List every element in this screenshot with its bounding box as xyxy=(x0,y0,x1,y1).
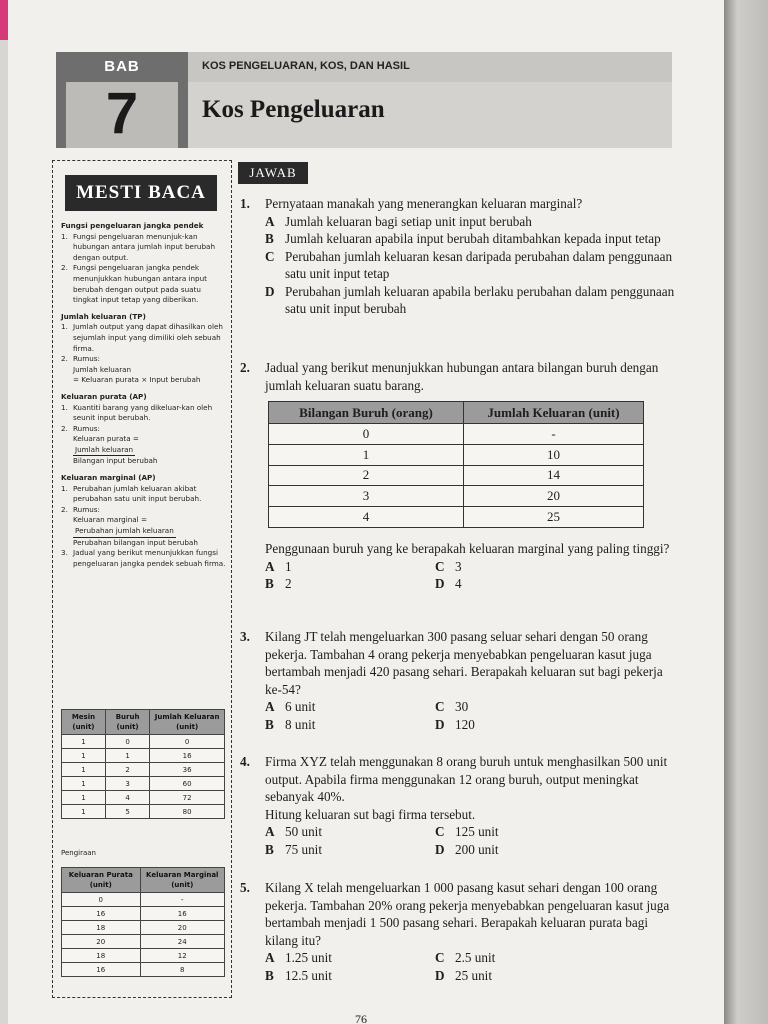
table-cell: 16 xyxy=(62,963,141,977)
calculation-label: Pengiraan xyxy=(61,849,96,857)
table-cell: 2 xyxy=(105,763,149,777)
formula-line: Jumlah keluaran xyxy=(73,364,132,374)
note-item: Jumlah output yang dapat dihasilkan oleh sejumlah input yang dimiliki oleh sebuah firma. xyxy=(73,322,223,353)
option-b: Jumlah keluaran apabila input berubah ditambahkan kepada input tetap xyxy=(285,231,661,246)
question-number: 3. xyxy=(240,629,250,644)
question-text: Kilang X telah mengeluarkan 1 000 pasang kasut sehari dengan 100 orang pekerja. Tambahan 20% orang pekerja menyebabkan pengeluaran kasut juga bertambah menjadi 1 500 pasang sehari. Berapakah keluaran purata bagi kilang itu? xyxy=(265,880,670,948)
option-a: 1 xyxy=(285,558,292,574)
table-cell: 1 xyxy=(62,749,106,763)
option-b: 8 unit xyxy=(285,716,316,732)
section-title: Jumlah keluaran (TP) xyxy=(61,311,146,321)
table-cell: 20 xyxy=(464,486,644,507)
table-header: Mesin (unit) xyxy=(62,710,106,735)
table-row xyxy=(62,893,225,907)
table-row xyxy=(62,921,225,935)
note-item: Rumus: xyxy=(73,504,100,514)
table-header: Buruh (unit) xyxy=(105,710,149,735)
table-cell: 18 xyxy=(62,949,141,963)
question-text: Penggunaan buruh yang ke berapakah keluaran marginal yang paling tinggi? xyxy=(265,541,670,556)
table-cell: 1 xyxy=(62,791,106,805)
table-cell: - xyxy=(464,424,644,445)
option-d: 25 unit xyxy=(455,967,492,983)
note-item: Jadual yang berikut menunjukkan fungsi pengeluaran jangka pendek sebuah firma. xyxy=(73,548,226,568)
chapter-header xyxy=(56,52,672,148)
table-cell: 24 xyxy=(140,935,224,949)
table-cell: 0 xyxy=(62,893,141,907)
table-cell: 12 xyxy=(140,949,224,963)
question-3: 3. Kilang JT telah mengeluarkan 300 pasang seluar sehari dengan 50 orang pekerja. Tambahan 4 orang pekerja menyebabkan pengeluaran kasut juga bertambah menjadi 420 pasang sehari. Berapakah keluaran sut bagi pekerja ke-54? A 6 unit C 30 B 8 unit D 120 xyxy=(240,628,680,733)
table-row xyxy=(269,465,644,486)
question-text: Jadual yang berikut menunjukkan hubungan antara bilangan buruh dengan jumlah keluaran suatu barang. xyxy=(265,360,659,393)
table-cell: 3 xyxy=(105,777,149,791)
formula-line: = Keluaran purata × Input berubah xyxy=(73,375,201,385)
option-b: 12.5 unit xyxy=(285,967,332,983)
table-cell: 18 xyxy=(62,921,141,935)
mesti-baca-sidebar xyxy=(52,160,232,998)
option-c: Perubahan jumlah keluaran kesan daripada perubahan dalam penggunaan satu unit input tetap xyxy=(285,248,673,281)
question-number: 1. xyxy=(240,196,250,211)
table-header: Keluaran Marginal (unit) xyxy=(140,868,224,893)
fraction-denominator: Perubahan bilangan input berubah xyxy=(73,537,198,547)
table-row xyxy=(62,907,225,921)
note-item: Perubahan jumlah keluaran akibat perubahan satu unit input berubah. xyxy=(73,483,202,504)
section-title: Keluaran purata (AP) xyxy=(61,391,147,401)
note-item: Rumus: xyxy=(73,423,100,433)
question-number: 2. xyxy=(240,360,250,375)
jawab-label: JAWAB xyxy=(238,162,308,184)
table-row xyxy=(269,507,644,528)
production-table xyxy=(61,709,225,819)
option-d: 4 xyxy=(455,576,462,591)
option-c: 125 unit xyxy=(455,824,499,839)
formula-line: Keluaran marginal = xyxy=(73,515,147,525)
calculation-table xyxy=(61,867,225,977)
table-cell: 8 xyxy=(140,963,224,977)
table-cell: 3 xyxy=(269,486,464,507)
table-cell: 80 xyxy=(150,805,225,819)
question-text: Pernyataan manakah yang menerangkan keluaran marginal? xyxy=(265,196,583,211)
question-1: 1. Pernyataan manakah yang menerangkan keluaran marginal? A Jumlah keluaran bagi setiap unit input berubah B Jumlah keluaran apabila input berubah ditambahkan kepada input tetap C Perubahan jumlah keluaran kesan daripada perubahan dalam penggunaan satu unit input tetap D Perubahan jumlah keluaran apabila berlaku perubahan dalam penggunaan satu unit input berubah xyxy=(240,195,680,318)
table-row xyxy=(62,935,225,949)
table-row xyxy=(62,791,225,805)
option-d: 120 xyxy=(455,716,475,732)
page-edge-mark xyxy=(0,0,8,40)
option-d: 200 unit xyxy=(455,841,499,857)
table-cell: 0 xyxy=(105,735,149,749)
question-text-2: Hitung keluaran sut bagi firma tersebut. xyxy=(265,806,476,822)
table-cell: 2 xyxy=(269,465,464,486)
section-title: Keluaran marginal (AP) xyxy=(61,473,156,483)
fraction-numerator: Perubahan jumlah keluaran xyxy=(73,526,176,538)
question-2-prompt: Penggunaan buruh yang ke berapakah keluaran marginal yang paling tinggi? A 1 C 3 B 2 D 4 xyxy=(240,540,680,593)
table-cell: 1 xyxy=(62,735,106,749)
table-cell: 1 xyxy=(62,777,106,791)
labour-output-table xyxy=(268,401,644,528)
table-cell: 16 xyxy=(150,749,225,763)
table-header: Jumlah Keluaran (unit) xyxy=(464,402,644,424)
question-5: 5. Kilang X telah mengeluarkan 1 000 pasang kasut sehari dengan 100 orang pekerja. Tambahan 20% orang pekerja menyebabkan pengeluaran kasut juga bertambah menjadi 1 500 pasang sehari. Berapakah keluaran purata bagi kilang itu? A 1.25 unit C 2.5 unit B 12.5 unit D 25 unit xyxy=(240,879,680,984)
option-d: Perubahan jumlah keluaran apabila berlaku perubahan dalam penggunaan satu unit input berubah xyxy=(285,283,675,316)
table-cell: - xyxy=(140,893,224,907)
chapter-title: Kos Pengeluaran xyxy=(202,96,385,123)
table-cell: 4 xyxy=(269,507,464,528)
table-cell: 60 xyxy=(150,777,225,791)
chapter-subtitle: KOS PENGELUARAN, KOS, DAN HASIL xyxy=(202,60,410,72)
formula-fraction xyxy=(61,445,227,467)
table-row xyxy=(269,424,644,445)
table-row xyxy=(62,763,225,777)
option-b: 2 xyxy=(285,576,292,591)
question-number: 4. xyxy=(240,754,250,769)
table-cell: 16 xyxy=(140,907,224,921)
page-number: 76 xyxy=(355,1012,367,1024)
fraction-denominator: Bilangan input berubah xyxy=(73,456,158,466)
table-cell: 1 xyxy=(105,749,149,763)
option-c: 30 xyxy=(455,699,469,714)
question-number: 5. xyxy=(240,880,250,895)
option-c: 2.5 unit xyxy=(455,950,496,965)
option-a: Jumlah keluaran bagi setiap unit input berubah xyxy=(285,213,532,229)
table-header: Keluaran Purata (unit) xyxy=(62,868,141,893)
table-cell: 0 xyxy=(269,424,464,445)
table-header: Jumlah Keluaran (unit) xyxy=(150,710,225,735)
table-cell: 4 xyxy=(105,791,149,805)
section-title: Fungsi pengeluaran jangka pendek xyxy=(61,221,204,230)
table-cell: 1 xyxy=(62,805,106,819)
formula-fraction xyxy=(61,526,227,548)
note-item: Fungsi pengeluaran jangka pendek menunjukkan hubungan antara input berubah dengan output pada suatu tingkat input tetap yang diberikan. xyxy=(73,263,207,305)
table-row xyxy=(62,735,225,749)
table-cell: 36 xyxy=(150,763,225,777)
table-row xyxy=(269,444,644,465)
table-cell: 16 xyxy=(62,907,141,921)
question-4: 4. Firma XYZ telah menggunakan 8 orang buruh untuk menghasilkan 500 unit output. Apabila firma menggunakan 12 orang buruh, output meningkat sebanyak 40%. Hitung keluaran sut bagi firma tersebut. A 50 unit C 125 unit B 75 unit D 200 unit xyxy=(240,753,680,858)
note-item: Fungsi pengeluaran menunjuk-kan hubungan antara jumlah input berubah dengan output. xyxy=(73,231,216,262)
table-cell: 1 xyxy=(269,444,464,465)
note-item: Kuantiti barang yang dikeluar-kan oleh seunit input berubah. xyxy=(73,402,213,423)
table-row xyxy=(62,777,225,791)
fraction-numerator: Jumlah keluaran xyxy=(73,445,135,457)
chapter-label: BAB xyxy=(104,58,140,75)
note-item: Rumus: xyxy=(73,354,100,364)
table-cell: 72 xyxy=(150,791,225,805)
table-cell: 10 xyxy=(464,444,644,465)
option-a: 50 unit xyxy=(285,824,322,839)
question-text: Kilang JT telah mengeluarkan 300 pasang seluar sehari dengan 50 orang pekerja. Tambahan 4 orang pekerja menyebabkan pengeluaran kasut juga bertambah menjadi 420 pasang sehari. Berapakah keluaran sut bagi pekerja ke-54? xyxy=(265,629,663,697)
option-a: 1.25 unit xyxy=(285,950,332,965)
table-row xyxy=(62,949,225,963)
option-c: 3 xyxy=(455,558,462,574)
table-cell: 5 xyxy=(105,805,149,819)
table-row xyxy=(62,963,225,977)
table-row xyxy=(62,805,225,819)
table-cell: 20 xyxy=(140,921,224,935)
sidebar-notes: Fungsi pengeluaran jangka pendek 1. Fungsi pengeluaran menunjuk-kan hubungan antara jumlah input berubah dengan output. 2. Fungsi pengeluaran jangka pendek menunjukkan hubungan antara input berubah dengan output pada suatu tingkat input tetap yang diberikan. Jumlah keluaran (TP) 1. Jumlah output yang dapat dihasilkan oleh sejumlah input yang dimiliki oleh sebuah firma. 2. Rumus: Jumlah keluaran = Keluaran purata × Input berubah Keluaran purata (AP) 1. Kuantiti barang yang dikeluar-kan oleh seunit input berubah. 2. Rumus: Keluaran purata = Jumlah keluaran Bilangan input berubah Keluaran marginal (AP) 1. Perubahan jumlah keluaran akibat perubahan satu unit input berubah. 2. Rumus: Keluaran marginal = Perubahan jumlah keluaran Perubahan bilangan input berubah 3. Jadual yang berikut menunjukkan fungsi pengeluaran jangka pendek sebuah firma. xyxy=(61,221,226,568)
formula-line: Keluaran purata = xyxy=(73,434,139,444)
question-2 xyxy=(240,359,680,394)
table-cell: 1 xyxy=(62,763,106,777)
option-b: 75 unit xyxy=(285,841,322,857)
table-row xyxy=(62,749,225,763)
chapter-number: 7 xyxy=(105,81,139,146)
sidebar-heading: MESTI BACA xyxy=(65,175,217,211)
table-cell: 25 xyxy=(464,507,644,528)
table-row xyxy=(269,486,644,507)
table-cell: 0 xyxy=(150,735,225,749)
table-header: Bilangan Buruh (orang) xyxy=(269,402,464,424)
table-cell: 14 xyxy=(464,465,644,486)
option-a: 6 unit xyxy=(285,699,316,714)
book-spine xyxy=(724,0,768,1024)
question-text: Firma XYZ telah menggunakan 8 orang buruh untuk menghasilkan 500 unit output. Apabila firma menggunakan 12 orang buruh, output meningkat sebanyak 40%. xyxy=(265,754,668,804)
table-cell: 20 xyxy=(62,935,141,949)
